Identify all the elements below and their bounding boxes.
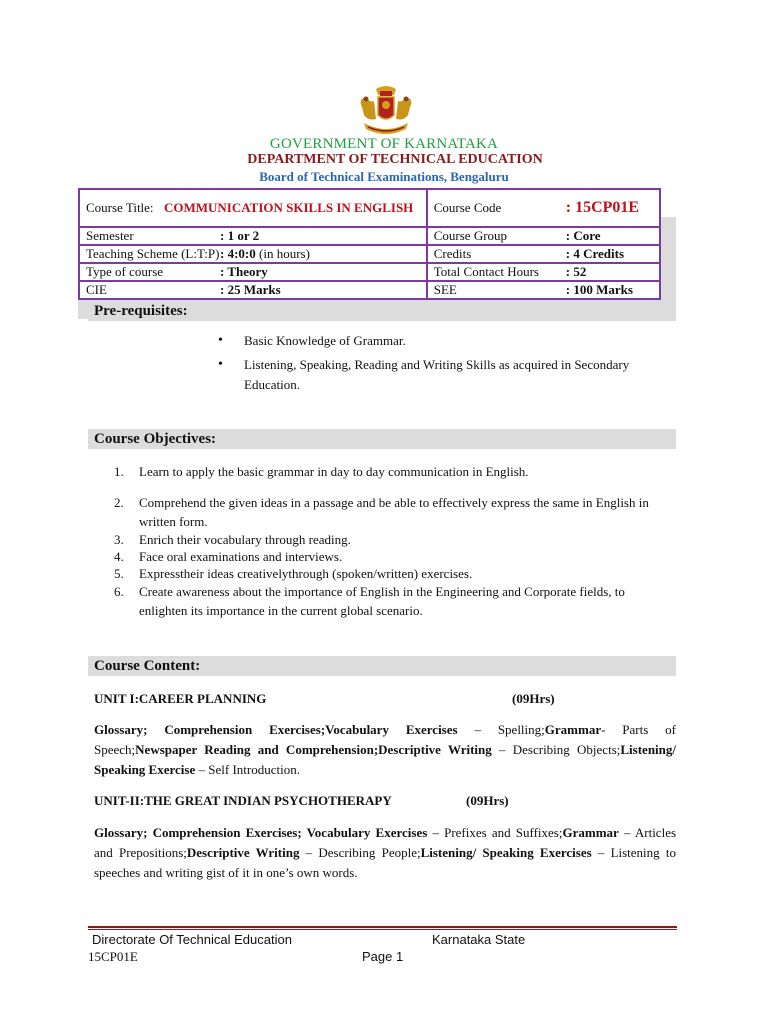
course-group-value: : Core xyxy=(565,228,601,243)
item-number: 3. xyxy=(114,532,124,547)
text: – Listening to speeches and writing gist of it in one’s own words. xyxy=(94,845,676,880)
list-item xyxy=(114,493,676,531)
course-code-label: Course Code xyxy=(433,200,502,215)
footer-page-number: Page 1 xyxy=(362,949,404,964)
course-details-table xyxy=(78,188,661,300)
list-item: • Listening, Speaking, Reading and Writing Skills as acquired in Secondary Education. xyxy=(228,355,648,395)
text-bold: Newspaper Reading and Comprehension;Descriptive Writing xyxy=(135,742,492,757)
teaching-scheme-label: Teaching Scheme (L:T:P) xyxy=(86,246,220,261)
text-bold: Glossary; Comprehension Exercises; Vocabulary Exercises xyxy=(94,825,428,840)
text-bold: Listening/ Speaking Exercise xyxy=(94,742,676,777)
table-row xyxy=(79,227,660,245)
item-number: 5. xyxy=(114,566,124,581)
semester-value: : 1 or 2 xyxy=(220,228,260,243)
footer-right-text: Karnataka State xyxy=(432,932,526,947)
list-item xyxy=(114,531,676,548)
item-number: 1. xyxy=(114,464,124,479)
item-text: Create awareness about the importance of English in the Engineering and Corporate fields, to enlighten its importance in the current global scenario. xyxy=(139,584,625,618)
see-value: : 100 Marks xyxy=(565,282,633,297)
list-item xyxy=(114,582,676,620)
text: – Describing Objects; xyxy=(491,742,621,757)
course-title-cell xyxy=(79,189,427,227)
item-number: 2. xyxy=(114,495,124,510)
karnataka-emblem-icon xyxy=(354,85,418,137)
table-row xyxy=(79,263,660,281)
unit-2-description xyxy=(94,823,676,883)
item-number: 6. xyxy=(114,584,124,599)
type-of-course-value: : Theory xyxy=(220,264,268,279)
text-bold: Grammar xyxy=(562,825,619,840)
objectives-heading: Course Objectives: xyxy=(88,429,676,449)
course-group-label: Course Group xyxy=(433,228,508,243)
department-title: DEPARTMENT OF TECHNICAL EDUCATION xyxy=(247,152,543,167)
text: – Prefixes and Suffixes; xyxy=(427,825,563,840)
unit-1-hours: (09Hrs) xyxy=(512,691,555,706)
item-text: Face oral examinations and interviews. xyxy=(139,549,343,564)
footer-divider xyxy=(88,929,677,930)
footer-course-code: 15CP01E xyxy=(88,949,138,964)
text: – Describing People; xyxy=(299,845,421,860)
course-title-value: COMMUNICATION SKILLS IN ENGLISH xyxy=(163,200,414,215)
unit-2-title: UNIT-II:THE GREAT INDIAN PSYCHOTHERAPY xyxy=(94,793,392,808)
teaching-scheme-unit: (in hours) xyxy=(255,246,310,261)
item-text: Enrich their vocabulary through reading. xyxy=(139,532,351,547)
teaching-scheme-value: : 4:0:0 xyxy=(220,246,256,261)
text-bold: Descriptive Writing xyxy=(186,845,300,860)
government-title: GOVERNMENT OF KARNATAKA xyxy=(269,136,499,152)
see-label: SEE xyxy=(433,282,457,297)
list-item xyxy=(114,548,676,565)
list-item xyxy=(114,565,676,582)
type-of-course-label: Type of course xyxy=(86,264,164,279)
objectives-list xyxy=(114,462,676,620)
unit-1-title: UNIT I:CAREER PLANNING xyxy=(94,691,267,706)
course-title-label: Course Title: xyxy=(86,200,154,215)
cie-label: CIE xyxy=(86,282,107,297)
table-row xyxy=(79,245,660,263)
list-item: • Basic Knowledge of Grammar. xyxy=(228,331,648,351)
text: – Self Introduction. xyxy=(195,762,300,777)
credits-value: : 4 Credits xyxy=(565,246,625,261)
footer-divider xyxy=(88,926,677,928)
item-text: Expresstheir ideas creativelythrough (spoken/written) exercises. xyxy=(139,566,473,581)
content-heading: Course Content: xyxy=(88,656,676,676)
prerequisites-list xyxy=(228,331,648,399)
table-row xyxy=(79,281,660,299)
course-code-cell xyxy=(427,189,660,227)
text: – Spelling; xyxy=(457,722,545,737)
board-title: Board of Technical Examinations, Bengaluru xyxy=(259,169,509,184)
text: – Articles and Prepositions; xyxy=(94,825,677,860)
item-text: Learn to apply the basic grammar in day to day communication in English. xyxy=(139,464,529,479)
contact-hours-value: : 52 xyxy=(565,264,587,279)
credits-label: Credits xyxy=(433,246,472,261)
contact-hours-label: Total Contact Hours xyxy=(433,264,539,279)
text: - Parts of Speech; xyxy=(94,722,676,757)
list-item xyxy=(114,462,676,481)
course-code-value: : 15CP01E xyxy=(565,199,640,216)
unit-2-hours: (09Hrs) xyxy=(466,793,509,808)
prerequisites-heading: Pre-requisites: xyxy=(88,301,676,321)
unit-1-description xyxy=(94,720,676,780)
cie-value: : 25 Marks xyxy=(220,282,281,297)
footer-left-text: Directorate Of Technical Education xyxy=(92,932,292,947)
course-title-row xyxy=(79,189,660,227)
text-bold: Grammar xyxy=(544,722,602,737)
semester-label: Semester xyxy=(86,228,134,243)
item-text: Comprehend the given ideas in a passage and be able to effectively express the same in English in written form. xyxy=(139,495,649,529)
text-bold: Glossary; Comprehension Exercises;Vocabulary Exercises xyxy=(94,722,458,737)
text-bold: Listening/ Speaking Exercises xyxy=(420,845,592,860)
item-number: 4. xyxy=(114,549,124,564)
